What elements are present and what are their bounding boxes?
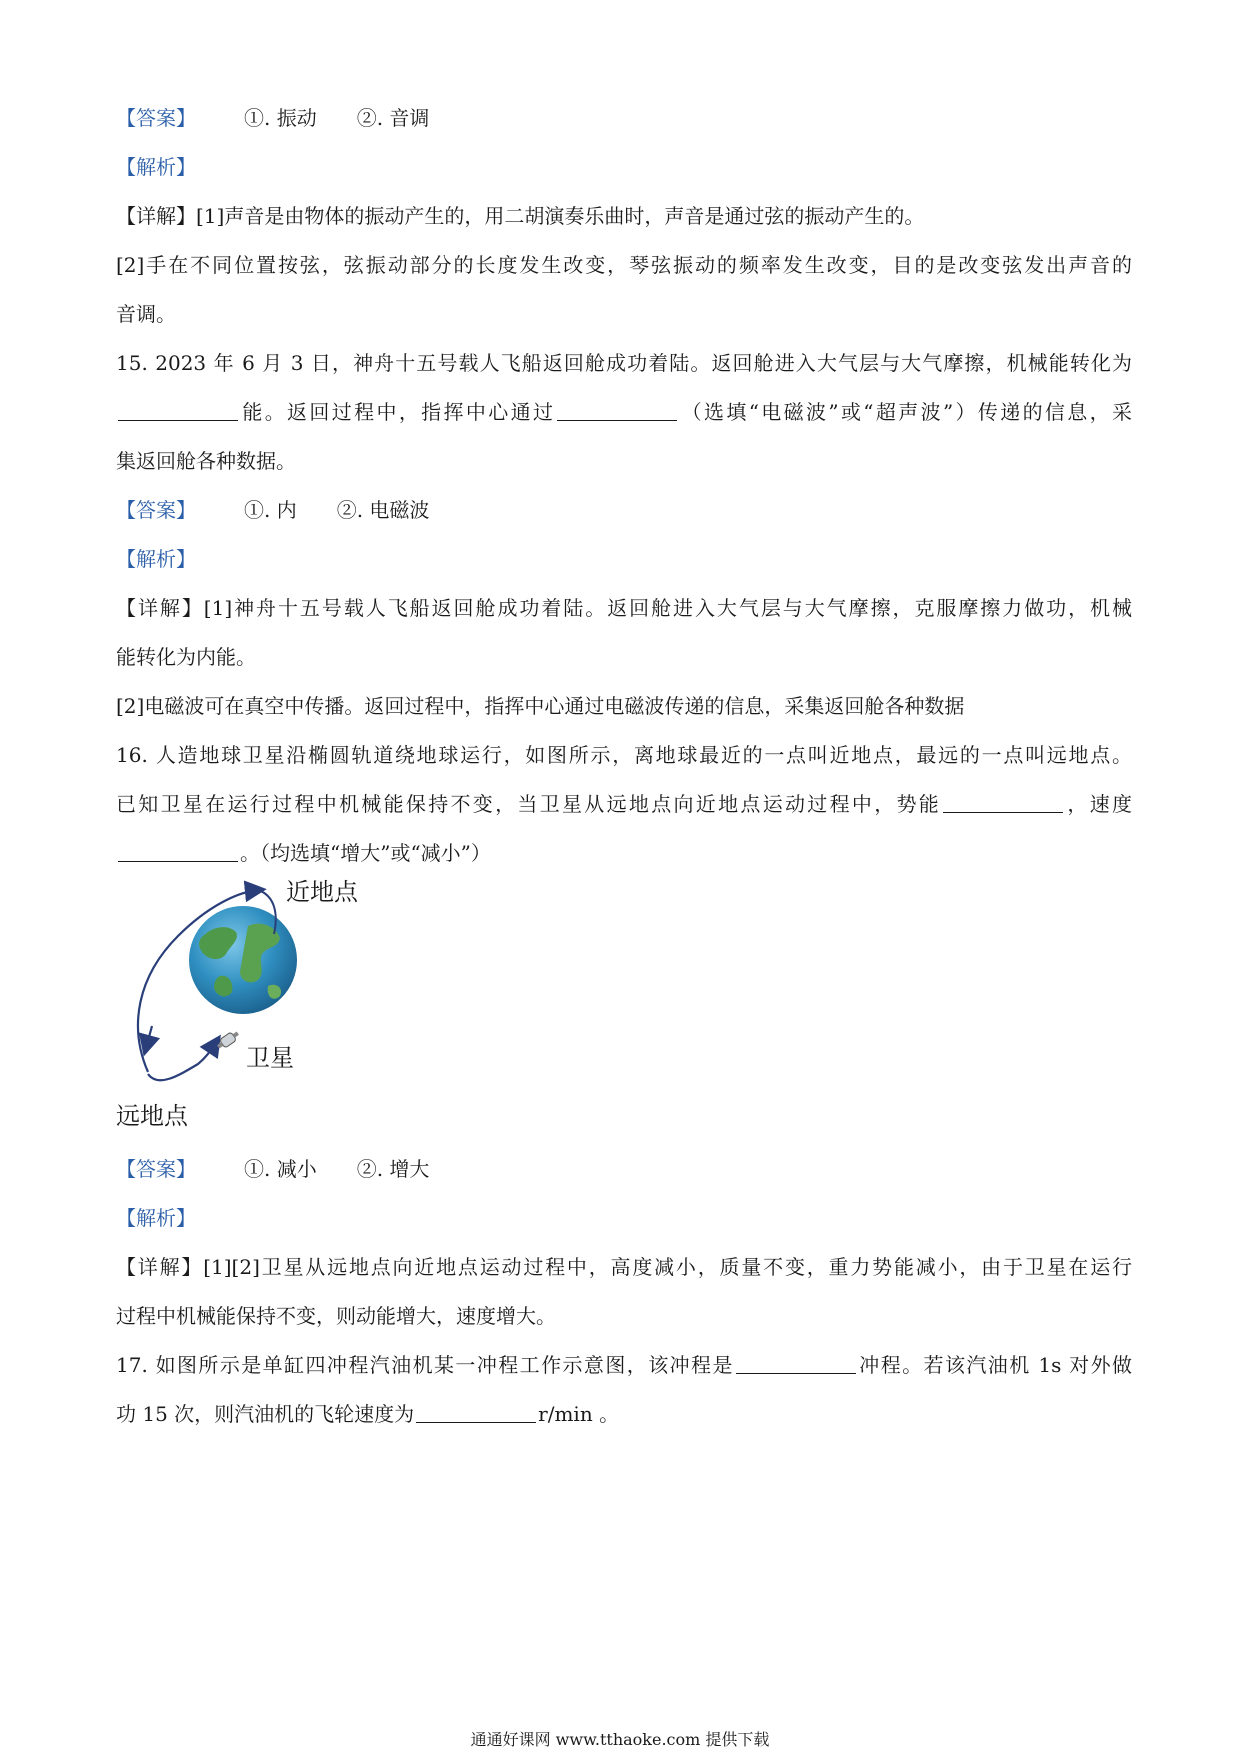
q17-line-1 [116, 1350, 1132, 1380]
detail-text: [1]神舟十五号载人飞船返回舱成功着陆。返回舱进入大气层与大气摩擦，克服摩擦力做功，机械 [203, 596, 1132, 620]
orbit-diagram [108, 876, 388, 1136]
q14-detail-1 [116, 201, 924, 231]
orbit-lower-arc [148, 1042, 216, 1080]
answer-1: ①. 内 [244, 498, 297, 522]
answer-tag: 【答案】 [116, 106, 196, 130]
answer-blank [557, 400, 677, 421]
q16-detail-1a [116, 1252, 1132, 1282]
question-text: r/min 。 [538, 1402, 620, 1426]
detail-tag: 【详解】 [116, 1255, 204, 1279]
question-text: 能。返回过程中，指挥中心通过 [240, 400, 556, 424]
orbit-arrow-left [146, 1026, 152, 1048]
q16-line-3 [116, 838, 491, 868]
answer-2: ②. 电磁波 [336, 498, 430, 522]
detail-text: [1][2]卫星从远地点向近地点运动过程中，高度减小，质量不变，重力势能减小，由于卫星在运行 [203, 1255, 1132, 1279]
q16-answer-line [116, 1154, 429, 1184]
q15-line-3: 集返回舱各种数据。 [116, 449, 296, 473]
q14-answer-line [116, 103, 429, 133]
apogee-label: 远地点 [116, 1102, 188, 1130]
q16-line-1: 16. 人造地球卫星沿椭圆轨道绕地球运行，如图所示，离地球最近的一点叫近地点，最远的一点叫远地点。 [116, 743, 1132, 767]
q16-detail-1b: 过程中机械能保持不变，则动能增大，速度增大。 [116, 1304, 556, 1328]
q15-answer-line [116, 495, 429, 525]
detail-tag: 【详解】 [116, 204, 196, 228]
answer-blank [943, 792, 1063, 813]
answer-2: ②. 音调 [356, 106, 430, 130]
answer-blank [736, 1353, 856, 1374]
question-text: 17. 如图所示是单缸四冲程汽油机某一冲程工作示意图，该冲程是 [116, 1353, 734, 1377]
answer-blank [416, 1402, 536, 1423]
page-footer: 通通好课网 www.tthaoke.com 提供下载 [470, 1730, 770, 1749]
answer-tag: 【答案】 [116, 1157, 196, 1181]
q14-detail-2b: 音调。 [116, 302, 176, 326]
answer-1: ①. 振动 [244, 106, 317, 130]
q16-line-2 [116, 789, 1132, 819]
q14-detail-2a: [2]手在不同位置按弦，弦振动部分的长度发生改变，琴弦振动的频率发生改变，目的是改变弦发出声音的 [116, 253, 1132, 277]
question-text: 。（均选填“增大”或“减小”） [240, 841, 491, 865]
answer-1: ①. 减小 [244, 1157, 317, 1181]
answer-blank [118, 841, 238, 862]
orbit-figure [108, 876, 388, 1136]
question-text: 冲程。若该汽油机 1s 对外做 [857, 1353, 1132, 1377]
question-text: ，速度 [1065, 792, 1133, 816]
satellite-label: 卫星 [246, 1044, 294, 1072]
perigee-label: 近地点 [286, 878, 358, 906]
analysis-tag: 【解析】 [116, 547, 196, 571]
q15-line-2 [116, 397, 1132, 427]
earth-globe-icon [189, 906, 297, 1014]
satellite-icon [215, 1029, 240, 1051]
analysis-tag: 【解析】 [116, 1206, 196, 1230]
question-text: （选填“电磁波”或“超声波”）传递的信息，采 [679, 400, 1132, 424]
q17-line-2 [116, 1399, 619, 1429]
answer-blank [118, 400, 238, 421]
q14-analysis-line [116, 152, 196, 182]
q15-analysis-line [116, 544, 196, 574]
answer-2: ②. 增大 [356, 1157, 430, 1181]
answer-tag: 【答案】 [116, 498, 196, 522]
detail-text: [1]声音是由物体的振动产生的，用二胡演奏乐曲时，声音是通过弦的振动产生的。 [196, 204, 925, 228]
q15-detail-1b: 能转化为内能。 [116, 645, 256, 669]
q16-analysis-line [116, 1203, 196, 1233]
analysis-tag: 【解析】 [116, 155, 196, 179]
q15-detail-2: [2]电磁波可在真空中传播。返回过程中，指挥中心通过电磁波传递的信息，采集返回舱各种数据 [116, 694, 965, 718]
question-text: 功 15 次，则汽油机的飞轮速度为 [116, 1402, 415, 1426]
q15-line-1: 15. 2023 年 6 月 3 日，神舟十五号载人飞船返回舱成功着陆。返回舱进入大气层与大气摩擦，机械能转化为 [116, 351, 1132, 375]
question-text: 已知卫星在运行过程中机械能保持不变，当卫星从远地点向近地点运动过程中，势能 [116, 792, 942, 816]
detail-tag: 【详解】 [116, 596, 204, 620]
q15-detail-1a [116, 593, 1132, 623]
